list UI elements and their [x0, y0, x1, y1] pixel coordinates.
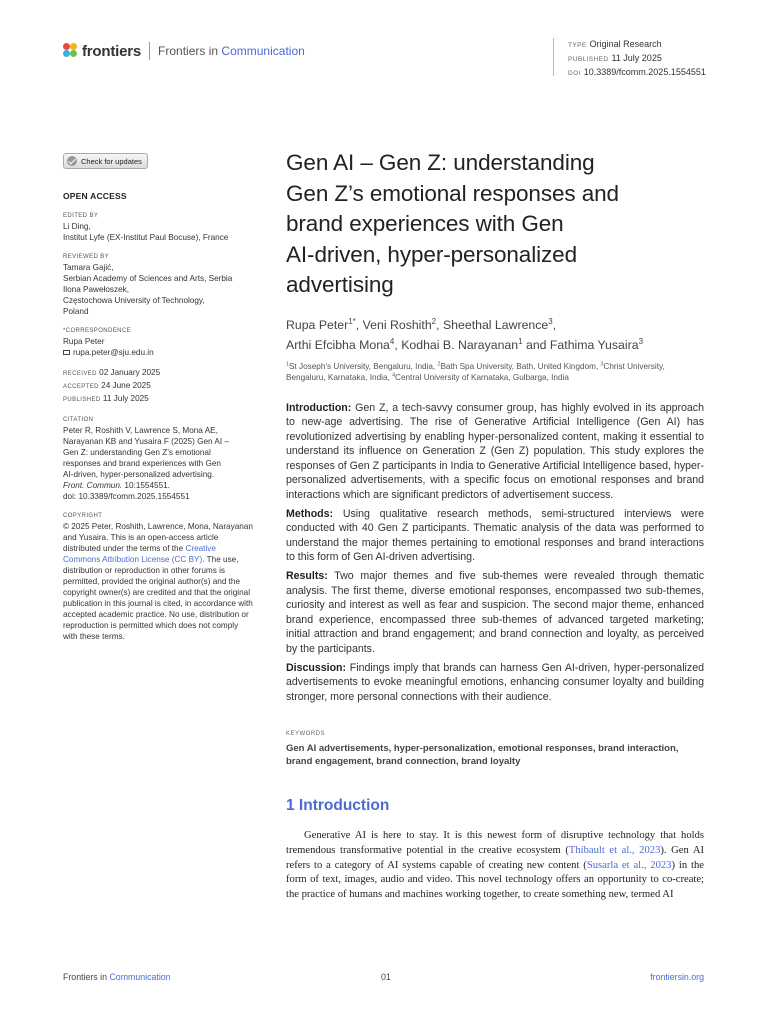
correspondence-block: Rupa Peter rupa.peter@sju.edu.in	[63, 336, 263, 358]
open-access-label: OPEN ACCESS	[63, 191, 127, 201]
citation-doi[interactable]: doi: 10.3389/fcomm.2025.1554551	[63, 492, 190, 501]
cc-by-license-link[interactable]: Creative Commons Attribution License (CC BY)	[63, 544, 216, 564]
frontiers-logo[interactable]	[63, 42, 305, 60]
reference-link[interactable]: Thibault et al., 2023	[568, 844, 661, 856]
article-sidebar	[63, 153, 263, 642]
author-name[interactable]: Fathima Yusaira	[549, 337, 639, 352]
footer-site-link[interactable]: frontiersin.org	[650, 972, 704, 982]
meta-doi[interactable]: DOI 10.3389/fcomm.2025.1554551	[568, 67, 706, 77]
logo-text: frontiers	[82, 42, 142, 60]
keywords-label: KEYWORDS	[286, 731, 326, 738]
page-header	[63, 38, 713, 78]
keywords-list: Gen AI advertisements, hyper-personalization, emotional responses, brand interaction, brand engagement, brand connection, brand loyalty	[286, 743, 679, 768]
author-name[interactable]: Sheethal Lawrence	[442, 317, 549, 332]
logo-divider	[149, 42, 150, 60]
copyright-label: COPYRIGHT	[63, 513, 103, 519]
journal-title: Communication	[221, 44, 305, 58]
correspondence-email[interactable]: rupa.peter@sju.edu.in	[63, 347, 263, 358]
introduction-paragraph: Generative AI is here to stay. It is this newest form of disruptive technology that holds tremendous transformative potential in the creative ecosystem (Thibault et al., 2023). Gen AI refers to a category of AI systems capable of creating new content (Susarla et al., 2023) in the form of text, images, audio and video. This novel technology offers an opportunity to co-create; the practice of humans and machines working together, to create something new, termed AI	[286, 830, 705, 900]
abstract-methods: Methods: Using qualitative research methods, semi-structured interviews were conducted with 40 Gen Z participants. Thematic analysis of the data was performed to understand the major themes pertaining to emotional responses and brand interactions to this form of Gen AI-driven advertising.	[286, 507, 704, 564]
article-main	[286, 148, 704, 902]
meta-type: TYPE Original Research	[568, 39, 662, 49]
abstract	[286, 401, 704, 705]
author-name[interactable]: Veni Roshith	[362, 317, 432, 332]
reference-link[interactable]: Susarla et al., 2023	[586, 859, 672, 871]
article-dates: RECEIVED 02 January 2025 ACCEPTED 24 June 2025 PUBLISHED 11 July 2025	[63, 368, 161, 403]
meta-published: PUBLISHED 11 July 2025	[568, 53, 662, 63]
author-name[interactable]: Arthi Efcibha Mona	[286, 337, 390, 352]
article-meta	[553, 38, 706, 76]
edited-by-label: EDITED BY	[63, 213, 99, 219]
copyright-text: © 2025 Peter, Roshith, Lawrence, Mona, Narayanan and Yusaira. This is an open-access article distributed under the terms of the Creative Commons Attribution License (CC BY). The use, distribution or reproduction in other forums is permitted, provided the original author(s) and the copyright owner(s) are credited and that the original publication in this journal is cited, in accordance with accepted academic practice. No use, distribution or reproduction is permitted which does not comply with these terms.	[63, 522, 253, 641]
section-heading-introduction: 1 Introduction	[286, 797, 390, 815]
article-title: Gen AI – Gen Z: understanding Gen Z’s emotional responses and brand experiences with Gen AI-driven, hyper-personalized advertising	[286, 150, 619, 297]
author-list: Rupa Peter$^{1*}$, Veni Roshith$^2$, Sheethal Lawrence$^3$, Arthi Efcibha Mona$^4$, Kodhai B. Narayanan$^1$ and Fathima Yusaira$^3$	[286, 316, 644, 352]
citation-text: Peter R, Roshith V, Lawrence S, Mona AE, Narayanan KB and Yusaira F (2025) Gen AI – Gen Z: understanding Gen Z’s emotional responses and brand experiences with Gen AI-driven, hyper-personalized advertising. Front. Commun. 10:1554551. doi: 10.3389/fcomm.2025.1554551	[63, 425, 263, 502]
journal-name[interactable]	[158, 44, 305, 58]
journal-prefix: Frontiers in	[158, 44, 219, 58]
abstract-discussion: Discussion: Findings imply that brands can harness Gen AI-driven, hyper-personalized advertisements to evoke meaningful emotions, enhancing consumer loyalty and building stronger, more personal connections with their audience.	[286, 661, 704, 703]
affiliations: $^1$St Joseph’s University, Bengaluru, India, $^2$Bath Spa University, Bath, United Kingdom, $^3$Christ University, Bengaluru, Karnataka, India, $^4$Central University of Karnataka, Gulbarga, India	[286, 360, 665, 382]
editor-list: Li Ding, Institut Lyfe (EX-Institut Paul Bocuse), France	[63, 222, 229, 242]
reviewer-list: Tamara Gajić, Serbian Academy of Sciences and Arts, Serbia Ilona Pawełoszek, Częstochowa University of Technology, Poland	[63, 263, 233, 316]
reviewed-by-label: REVIEWED BY	[63, 254, 110, 260]
author-name[interactable]: Rupa Peter	[286, 317, 349, 332]
footer-journal[interactable]: Frontiers in Communication	[63, 972, 171, 982]
frontiers-logo-icon	[63, 43, 79, 59]
abstract-introduction: Introduction: Gen Z, a tech-savvy consumer group, has highly evolved in its approach to new-age advertising. The rise of Generative Artificial Intelligence (Gen AI) has revolutionized advertising by enabling hyper-personalized content, making it essential to understand its influence on Generation Z (Gen Z) population. This study explores the responses of Gen Z participants in India to Generative Artificial Intelligence based, hyper-personalized advertisements, with a specific focus on emotional responses and brand interactions which are significant predictors of advertisement success.	[286, 401, 704, 502]
abstract-results: Results: Two major themes and five sub-themes were revealed through thematic analysis. The first theme, diverse emotional responses, encompassed two sub-themes, curiosity and interest as well as fear and suspicion. The second major theme, enhanced brand experience, encompassed three sub-themes of advanced targeted marketing; initial attraction and brand engagement; and brand connection and loyalty, as perceived by the participants.	[286, 570, 704, 655]
mail-icon	[63, 350, 70, 355]
checkmark-icon	[67, 156, 77, 166]
page-number: 01	[381, 972, 391, 982]
correspondence-label: *CORRESPONDENCE	[63, 328, 132, 334]
citation-label: CITATION	[63, 417, 94, 423]
author-name[interactable]: Kodhai B. Narayanan	[401, 337, 519, 352]
check-for-updates-button[interactable]: Check for updates	[63, 153, 148, 169]
